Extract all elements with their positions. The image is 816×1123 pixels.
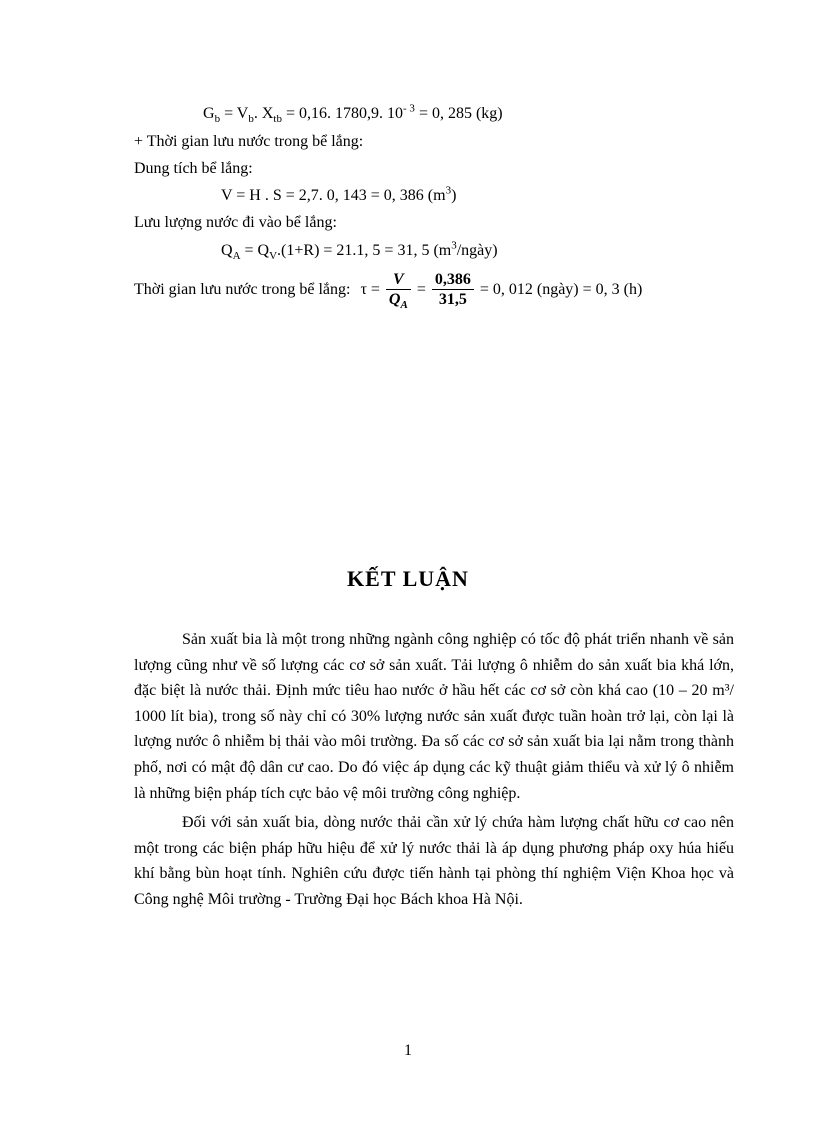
equation-flow [221, 241, 498, 261]
eq-text: G [203, 105, 215, 122]
section-title: KẾT LUẬN [347, 566, 469, 591]
tau-result: = 0, 012 (ngày) = 0, 3 (h) [479, 281, 643, 298]
eq-text: = Q [244, 242, 270, 259]
retention-heading: + Thời gian lưu nước trong bể lắng: [134, 133, 364, 150]
eq-sup: - 3 [403, 102, 415, 115]
paragraph: Đối với sản xuất bia, dòng nước thải cần xử lý chứa hàm lượng chất hữu cơ cao nên một trong các biện pháp hữu hiệu để xử lý nước thải là áp dụng phương pháp oxy húa hiếu khí bằng bùn hoạt tính. Nghiên cứu được tiến hành tại phòng thí nghiệm Viện Khoa học và Công nghệ Môi trường - Trường Đại học Bách khoa Hà Nội. [134, 814, 734, 908]
fraction-values [432, 271, 474, 310]
fraction-denominator-text: Q [388, 290, 401, 308]
eq-sup: 3 [445, 184, 452, 197]
eq-text: .(1+R) = 21.1, 5 = 31, 5 (m [277, 242, 452, 259]
eq-sup: 3 [451, 239, 457, 252]
eq-sub: b [248, 113, 254, 126]
conclusion-body [134, 627, 734, 913]
eq-sub: A [232, 250, 241, 263]
tau-label: Thời gian lưu nước trong bể lắng: [134, 281, 351, 298]
eq-text: = 0,16. 1780,9. 10 [285, 105, 404, 122]
flow-label: Lưu lượng nước đi vào bể lắng: [134, 214, 337, 231]
eq-sub: A [400, 299, 408, 312]
fraction-denominator: 31,5 [438, 290, 467, 308]
eq-sub: b [214, 113, 221, 126]
eq-sub: V [269, 250, 278, 263]
equation-gb [203, 104, 503, 124]
volume-label: Dung tích bể lắng: [134, 160, 253, 177]
eq-text: = V [224, 105, 249, 122]
eq-text: . X [253, 105, 274, 122]
eq-text: = 0, 285 (kg) [418, 105, 503, 122]
fraction-numerator: 0,386 [432, 271, 474, 290]
eq-text: /ngày) [456, 242, 498, 259]
eq-text: = [416, 281, 426, 298]
fraction-denominator [386, 290, 411, 310]
page-number: 1 [404, 1042, 412, 1059]
eq-text: V = H . S = 2,7. 0, 143 = 0, 386 (m [221, 187, 446, 204]
eq-sub: tb [273, 113, 282, 126]
paragraph: Sản xuất bia là một trong những ngành công nghiệp có tốc độ phát triển nhanh về sản lượng cũng như về số lượng các cơ sở sản xuất. Tải lượng ô nhiễm do sản xuất bia khá lớn, đặc biệt là nước thải. Định mức tiêu hao nước ở hầu hết các cơ sở còn khá cao (10 – 20 m³/ 1000 lít bia), trong số này chỉ có 30% lượng nước sản xuất được tuần hoàn trở lại, còn lại là lượng nước ô nhiễm bị thải vào môi trường. Đa số các cơ sở sản xuất bia lại nằm trong thành phố, nơi có mật độ dân cư cao. Do đó việc áp dụng các kỹ thuật giảm thiểu và xử lý ô nhiễm là những biện pháp tích cực bảo vệ môi trường công nghiệp. [134, 631, 734, 802]
equation-tau [134, 270, 642, 310]
equation-volume [221, 186, 456, 206]
fraction-v-over-q [386, 271, 411, 310]
eq-text: ) [451, 187, 457, 204]
eq-text: Q [221, 242, 233, 259]
tau-symbol: τ = [360, 281, 380, 298]
fraction-numerator: V [386, 271, 411, 290]
